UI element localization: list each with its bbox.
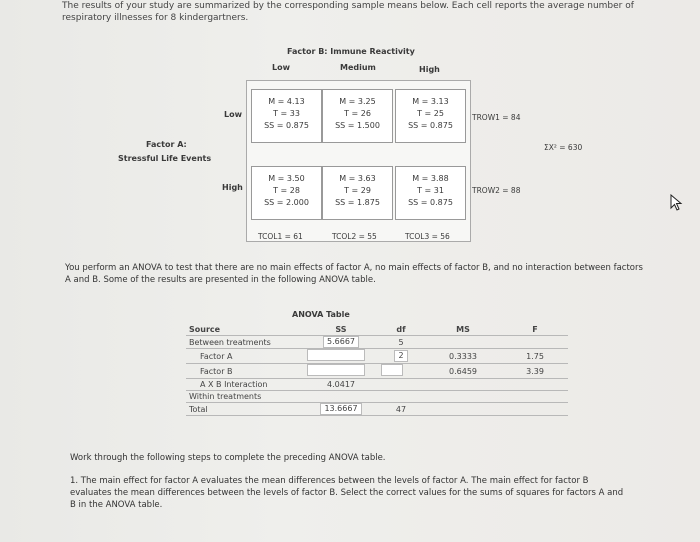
anova-intro-text: You perform an ANOVA to test that there are no main effects of factor A, no main effects of factor B, and no interaction between factors A and B. Some of the results are presented in the following ANOVA table. xyxy=(65,263,643,285)
anova-row-factor-a: Factor A 2 0.3333 1.75 xyxy=(186,349,568,364)
anova-row-factor-b: Factor B 0.6459 3.39 xyxy=(186,364,568,379)
cell-low-low: M = 4.13 T = 33 SS = 0.875 xyxy=(251,89,322,143)
anova-row-axb: A X B Interaction 4.0417 xyxy=(186,379,568,391)
anova-header-row: Source SS df MS F xyxy=(186,324,568,336)
factor-a-title: Factor A: xyxy=(146,140,187,149)
row-total-1: TROW1 = 84 xyxy=(472,113,521,122)
df-factor-a-field[interactable]: 2 xyxy=(394,350,407,362)
anova-table-title: ANOVA Table xyxy=(292,310,350,319)
factor-b-high: High xyxy=(419,65,440,74)
factor-a-high: High xyxy=(222,183,243,192)
sum-x-squared: ΣX² = 630 xyxy=(544,143,583,152)
anova-row-within: Within treatments xyxy=(186,391,568,403)
question-1-text: 1. The main effect for factor A evaluates the mean differences between the levels of factor A. The main effect for factor B evaluates the mean differences between the levels of factor B. Select the correct values for the sums of squares for factors A and B in the ANOVA table. xyxy=(70,476,624,510)
factor-b-medium: Medium xyxy=(340,63,376,72)
ss-factor-a-select[interactable] xyxy=(307,349,365,361)
anova-row-between: Between treatments 5.6667 5 xyxy=(186,336,568,349)
df-factor-b-field[interactable] xyxy=(381,364,403,376)
ss-factor-b-select[interactable] xyxy=(307,364,365,376)
col-total-3: TCOL3 = 56 xyxy=(405,232,450,241)
cell-high-low: M = 3.50 T = 28 SS = 2.000 xyxy=(251,166,322,220)
factor-a-subtitle: Stressful Life Events xyxy=(118,154,212,163)
ss-between-field[interactable]: 5.6667 xyxy=(323,336,359,348)
cell-low-medium: M = 3.25 T = 26 SS = 1.500 xyxy=(322,89,393,143)
cell-low-high: M = 3.13 T = 25 SS = 0.875 xyxy=(395,89,466,143)
intro-text: The results of your study are summarized by the corresponding sample means below. Each cell reports the average number of respiratory illnesses for 8 kindergartners. xyxy=(62,1,634,23)
col-total-1: TCOL1 = 61 xyxy=(258,232,303,241)
cell-high-high: M = 3.88 T = 31 SS = 0.875 xyxy=(395,166,466,220)
mouse-cursor-icon xyxy=(670,194,684,212)
col-total-2: TCOL2 = 55 xyxy=(332,232,377,241)
ss-total-field[interactable]: 13.6667 xyxy=(320,403,361,415)
anova-row-total: Total 13.6667 47 xyxy=(186,403,568,416)
factor-b-title: Factor B: Immune Reactivity xyxy=(287,47,415,56)
factor-b-low: Low xyxy=(272,63,290,72)
row-total-2: TROW2 = 88 xyxy=(472,186,521,195)
steps-text: Work through the following steps to complete the preceding ANOVA table. xyxy=(70,453,386,463)
cell-high-medium: M = 3.63 T = 29 SS = 1.875 xyxy=(322,166,393,220)
factor-a-low: Low xyxy=(224,110,242,119)
anova-table xyxy=(186,324,568,416)
